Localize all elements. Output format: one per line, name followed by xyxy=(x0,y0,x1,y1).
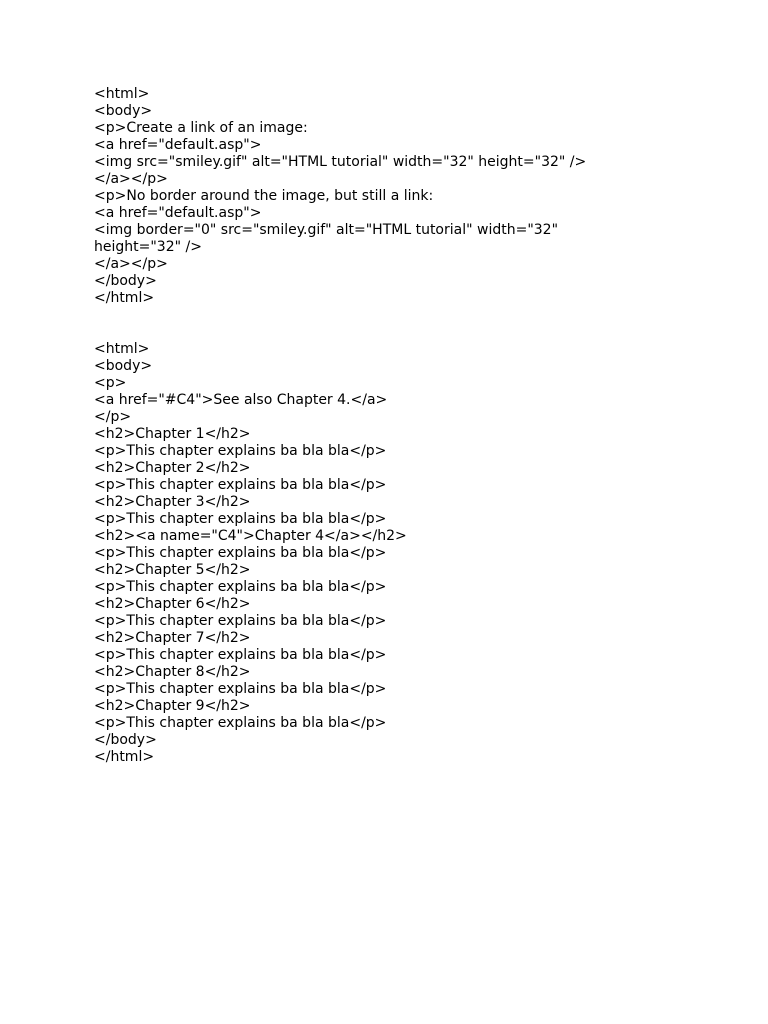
code-line: </body> xyxy=(94,273,157,289)
code-line: <p>This chapter explains ba bla bla</p> xyxy=(94,579,387,595)
code-block-chapter-anchors xyxy=(94,341,694,766)
code-line: <p>This chapter explains ba bla bla</p> xyxy=(94,681,387,697)
code-line: <p>This chapter explains ba bla bla</p> xyxy=(94,443,387,459)
code-line: <img src="smiley.gif" alt="HTML tutorial" width="32" height="32" /> xyxy=(94,154,587,170)
code-line: <p>This chapter explains ba bla bla</p> xyxy=(94,511,387,527)
code-line: <p>Create a link of an image: xyxy=(94,120,308,136)
code-line: </html> xyxy=(94,749,155,765)
code-line: <img border="0" src="smiley.gif" alt="HTML tutorial" width="32" xyxy=(94,222,559,238)
code-line: </p> xyxy=(94,409,132,425)
code-line: <h2>Chapter 3</h2> xyxy=(94,494,251,510)
code-line: <p>This chapter explains ba bla bla</p> xyxy=(94,545,387,561)
code-line: <p>This chapter explains ba bla bla</p> xyxy=(94,715,387,731)
document-page xyxy=(94,86,694,766)
block-spacer xyxy=(94,307,694,341)
code-line: <p>This chapter explains ba bla bla</p> xyxy=(94,613,387,629)
code-line: <body> xyxy=(94,358,153,374)
code-line: <h2>Chapter 8</h2> xyxy=(94,664,251,680)
code-line: <html> xyxy=(94,341,150,357)
code-line: </a></p> xyxy=(94,171,168,187)
code-line: <html> xyxy=(94,86,150,102)
code-line: <h2>Chapter 6</h2> xyxy=(94,596,251,612)
code-line: <p>No border around the image, but still a link: xyxy=(94,188,434,204)
code-line: <body> xyxy=(94,103,153,119)
code-line: height="32" /> xyxy=(94,239,202,255)
code-line: </html> xyxy=(94,290,155,306)
code-line: <h2>Chapter 2</h2> xyxy=(94,460,251,476)
code-line: <h2>Chapter 1</h2> xyxy=(94,426,251,442)
code-line: <p>This chapter explains ba bla bla</p> xyxy=(94,647,387,663)
code-line: <h2>Chapter 9</h2> xyxy=(94,698,251,714)
code-line: </a></p> xyxy=(94,256,168,272)
code-line: <h2><a name="C4">Chapter 4</a></h2> xyxy=(94,528,407,544)
code-line: <p>This chapter explains ba bla bla</p> xyxy=(94,477,387,493)
code-line: <a href="default.asp"> xyxy=(94,205,262,221)
code-line: <h2>Chapter 5</h2> xyxy=(94,562,251,578)
code-line: </body> xyxy=(94,732,157,748)
code-line: <p> xyxy=(94,375,127,391)
code-block-image-link xyxy=(94,86,694,307)
code-line: <a href="#C4">See also Chapter 4.</a> xyxy=(94,392,388,408)
code-line: <a href="default.asp"> xyxy=(94,137,262,153)
code-line: <h2>Chapter 7</h2> xyxy=(94,630,251,646)
